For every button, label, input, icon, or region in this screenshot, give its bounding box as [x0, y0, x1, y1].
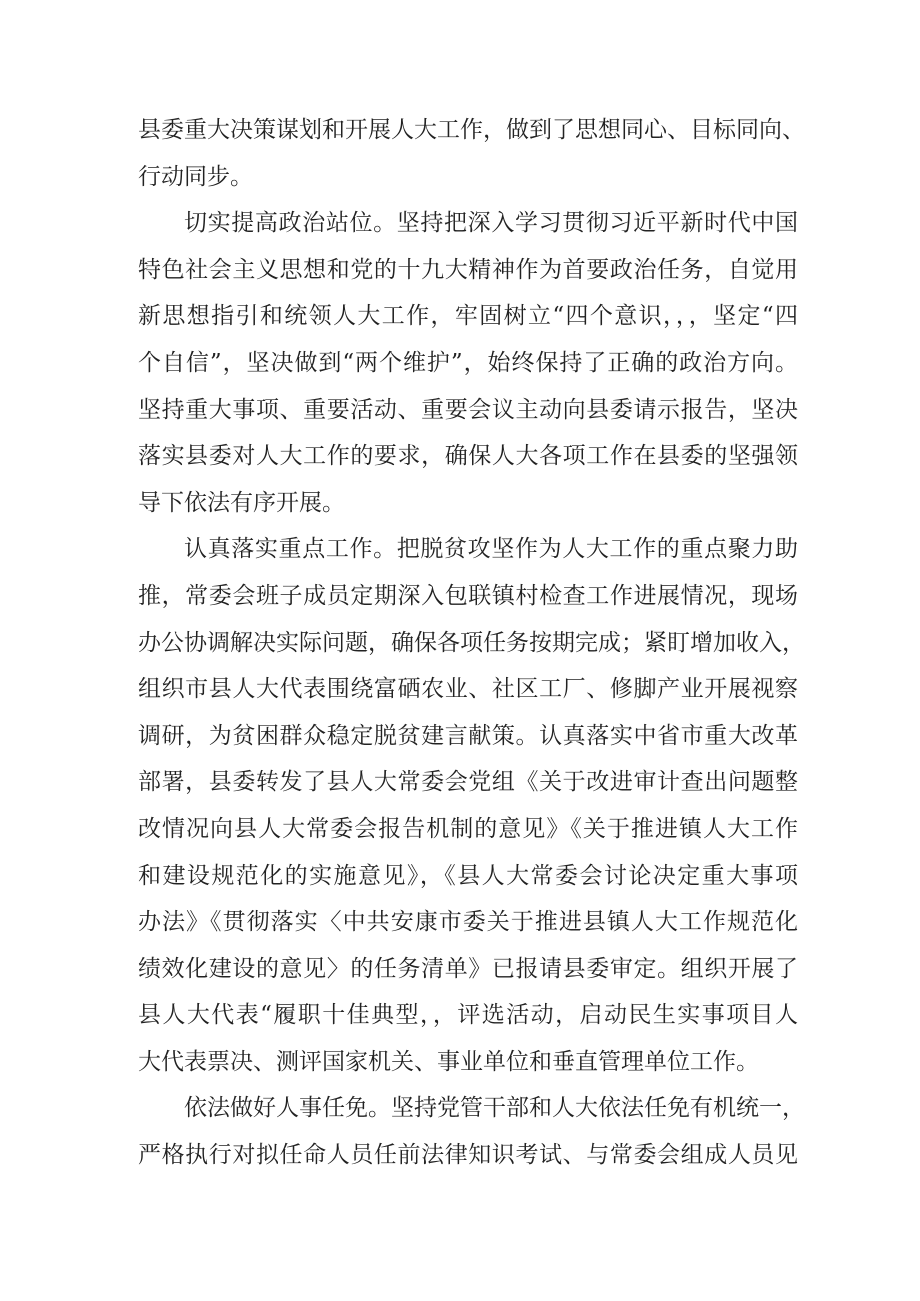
- document-body: [138, 107, 805, 1179]
- paragraph-line: 切实提高政治站位。坚持把深入学习贯彻习近平新时代中国: [184, 210, 798, 237]
- paragraph-line: 大代表票决、测评国家机关、事业单位和垂直管理单位工作。: [138, 1048, 759, 1075]
- paragraph-line: 特色社会主义思想和党的十九大精神作为首要政治任务，自觉用: [138, 256, 798, 283]
- paragraph-line: 坚持重大事项、重要活动、重要会议主动向县委请示报告，坚决: [138, 396, 798, 423]
- paragraph-line: 行动同步。: [138, 163, 253, 190]
- paragraph-line: 新思想指引和统领人大工作，牢固树立“四个意识，，，坚定“四: [138, 303, 798, 330]
- paragraph-line: 依法做好人事任免。坚持党管干部和人大依法任免有机统一，: [184, 1095, 805, 1122]
- paragraph-line: 导下依法有序开展。: [138, 489, 345, 516]
- paragraph-line: 推，常委会班子成员定期深入包联镇村检查工作进展情况，现场: [138, 582, 798, 609]
- paragraph-line: 严格执行对拟任命人员任前法律知识考试、与常委会组成人员见: [138, 1142, 798, 1169]
- paragraph-line: 认真落实重点工作。把脱贫攻坚作为人大工作的重点聚力助: [184, 536, 798, 563]
- paragraph-line: 部署，县委转发了县人大常委会党组《关于改进审计查出问题整: [138, 769, 798, 796]
- paragraph-line: 组织市县人大代表围绕富硒农业、社区工厂、修脚产业开展视察: [138, 676, 798, 703]
- paragraph-line: 县人大代表“履职十佳典型，，评选活动，启动民生实事项目人: [138, 1002, 798, 1029]
- paragraph-line: 落实县委对人大工作的要求，确保人大各项工作在县委的坚强领: [138, 443, 798, 470]
- paragraph-line: 个自信”，坚决做到“两个维护”，始终保持了正确的政治方向。: [138, 349, 798, 376]
- paragraph-line: 绩效化建设的意见〉的任务清单》已报请县委审定。组织开展了: [138, 955, 798, 982]
- paragraph-line: 调研，为贫困群众稳定脱贫建言献策。认真落实中省市重大改革: [138, 722, 798, 749]
- paragraph-line: 办法》《贯彻落实〈中共安康市委关于推进县镇人大工作规范化: [138, 909, 798, 936]
- paragraph-line: 办公协调解决实际问题，确保各项任务按期完成；紧盯增加收入，: [138, 629, 805, 656]
- paragraph-line: 和建设规范化的实施意见》，《县人大常委会讨论决定重大事项: [138, 862, 798, 889]
- paragraph-line: 县委重大决策谋划和开展人大工作，做到了思想同心、目标同向、: [138, 117, 805, 143]
- paragraph-line: 改情况向县人大常委会报告机制的意见》《关于推进镇人大工作: [138, 815, 798, 842]
